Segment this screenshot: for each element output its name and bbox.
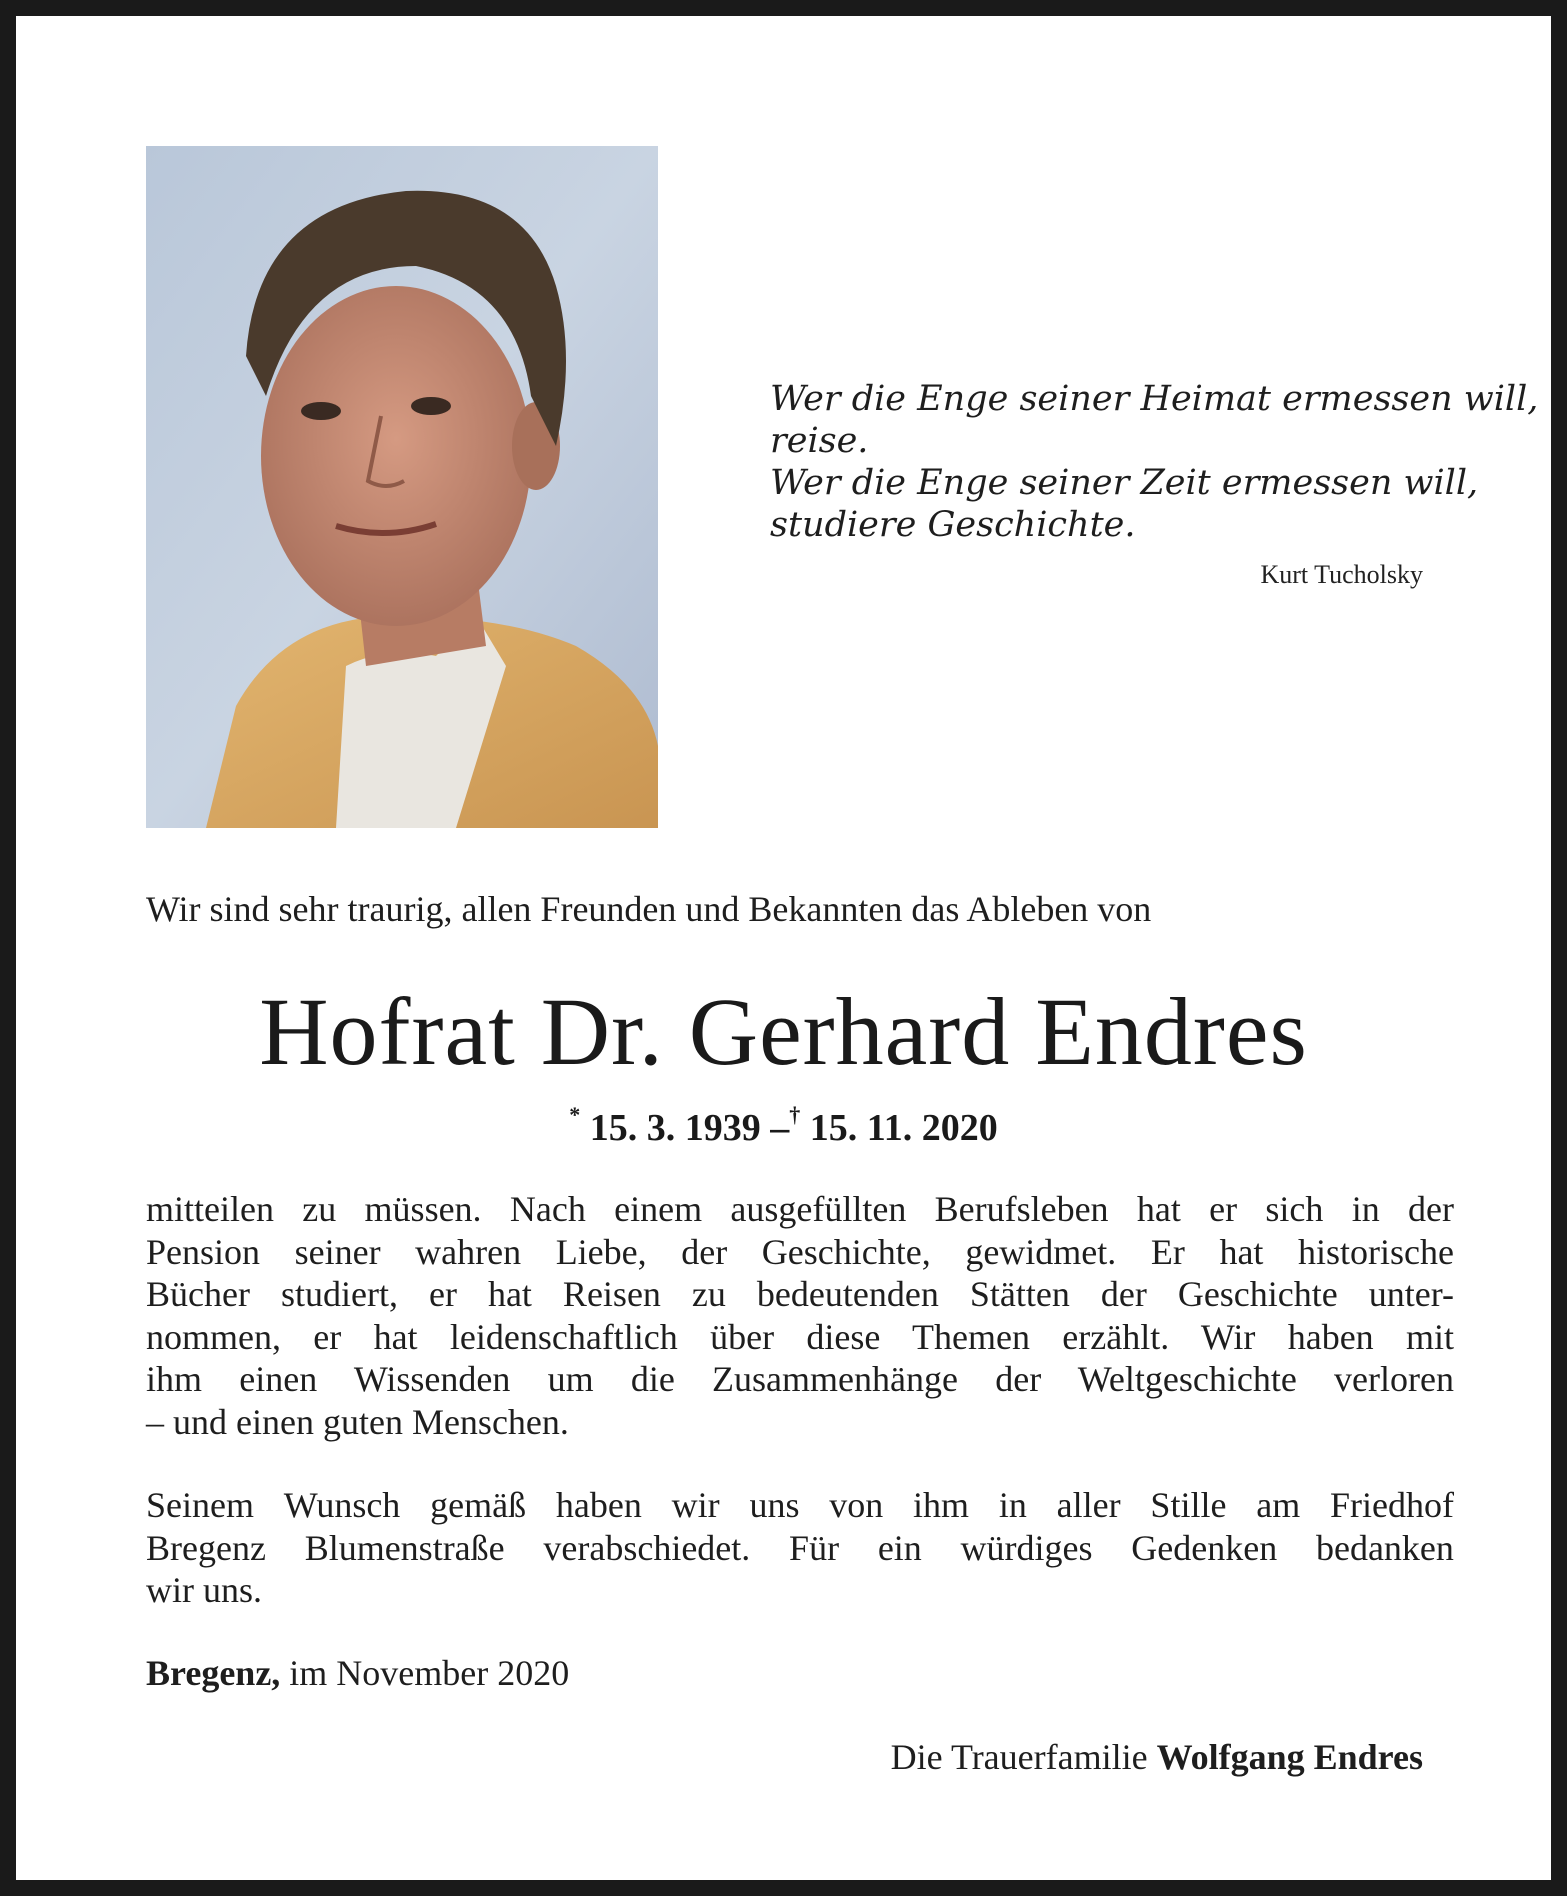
death-symbol: † — [789, 1102, 801, 1128]
birth-symbol: * — [569, 1102, 581, 1128]
quote-author: Kurt Tucholsky — [1260, 560, 1423, 589]
quote-line: Wer die Enge seiner Zeit ermessen will, — [770, 463, 1479, 503]
place-date-text: im November 2020 — [280, 1653, 570, 1693]
portrait-image — [146, 146, 658, 828]
quote-block — [770, 378, 1539, 546]
body-line: Bücher studiert, er hat Reisen zu bedeutenden Stätten der Geschichte unter- — [146, 1274, 1454, 1314]
body-line: – und einen guten Menschen. — [146, 1401, 569, 1442]
body-paragraph-1 — [146, 1188, 1454, 1443]
quote-line: reise. — [770, 421, 869, 461]
family-signature — [891, 1736, 1423, 1778]
family-label: Die Trauerfamilie — [890, 1737, 1157, 1777]
quote-line: Wer die Enge seiner Heimat ermessen will, — [770, 379, 1539, 419]
dates-separator: – — [770, 1107, 790, 1149]
body-line: ihm einen Wissenden um die Zusammenhänge der Weltgeschichte verloren — [146, 1359, 1454, 1399]
body-line: wir uns. — [146, 1570, 262, 1610]
body-paragraph-2 — [146, 1484, 1454, 1612]
death-date: 15. 11. 2020 — [809, 1107, 998, 1149]
family-name: Wolfgang Endres — [1156, 1737, 1423, 1777]
body-line: nommen, er hat leidenschaftlich über diese Themen erzählt. Wir haben mit — [146, 1316, 1454, 1357]
place-city: Bregenz, — [146, 1653, 281, 1693]
deceased-name: Hofrat Dr. Gerhard Endres — [259, 978, 1308, 1085]
intro-text: Wir sind sehr traurig, allen Freunden und Bekannten das Ableben von — [146, 889, 1152, 929]
body-line: Pension seiner wahren Liebe, der Geschichte, gewidmet. Er hat historische — [146, 1231, 1454, 1272]
quote-line: studiere Geschichte. — [770, 505, 1136, 545]
portrait-photo — [146, 146, 658, 828]
body-line: Seinem Wunsch gemäß haben wir uns von ihm in aller Stille am Friedhof — [146, 1485, 1454, 1525]
life-dates — [16, 1102, 1551, 1150]
place-date — [146, 1652, 569, 1694]
body-line: mitteilen zu müssen. Nach einem ausgefüllten Berufsleben hat er sich in der — [146, 1189, 1454, 1229]
body-line: Bregenz Blumenstraße verabschiedet. Für ein würdiges Gedenken bedanken — [146, 1527, 1454, 1568]
birth-date: 15. 3. 1939 — [589, 1107, 761, 1149]
